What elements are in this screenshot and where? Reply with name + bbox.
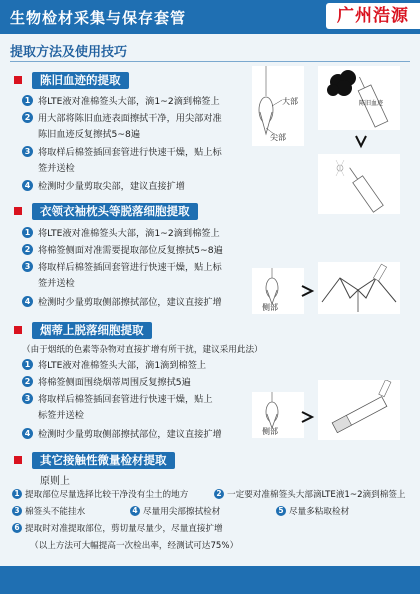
section-1-title: 陈旧血迹的提取 <box>32 72 129 89</box>
section-bullet-icon <box>14 326 22 334</box>
label-tip-part: 尖部 <box>270 133 286 142</box>
swab-parts-illustration <box>252 66 304 146</box>
swab-icon <box>252 392 304 438</box>
section-bullet-icon <box>14 456 22 464</box>
arrow-down-icon <box>354 134 368 150</box>
section-3-note: （由于烟纸的色素等杂物对直接扩增有所干扰，建议采用此法） <box>22 345 263 355</box>
section-2-step-1: 1 将LTE液对准棉签头大部，滴1~2滴到棉签上 <box>22 226 220 241</box>
swab-icon <box>252 268 304 314</box>
label-side-part-2: 侧部 <box>262 427 278 436</box>
section-bullet-icon <box>14 207 22 215</box>
section-1-step-3: 3 将取样后棉签插回套管进行快速干燥，贴上标 <box>22 145 222 160</box>
swab-side-illustration-2 <box>252 392 304 438</box>
subtitle-divider <box>10 61 410 62</box>
arrow-right-icon <box>300 409 316 423</box>
swab-tube-icon <box>318 154 400 214</box>
blood-stain-illustration <box>318 66 400 130</box>
principle-6: 6 提取时对准提取部位，剪切量尽量少，尽量直接扩增 <box>12 522 223 536</box>
section-3-step-1: 1 将LTE液对准棉签头大部，滴1滴到棉签上 <box>22 358 206 373</box>
section-3-title: 烟蒂上脱落细胞提取 <box>32 322 152 339</box>
section-2-step-3: 3 将取样后棉签插回套管进行快速干燥，贴上标 <box>22 260 222 275</box>
section-1-step-1: 1 将LTE液对准棉签头大部，滴1~2滴到棉签上 <box>22 94 220 109</box>
shirt-collar-icon <box>318 262 400 314</box>
page-title: 生物检材采集与保存套管 <box>10 9 187 27</box>
closing-note: （以上方法可大幅提高一次检出率，经测试可达75%） <box>30 541 239 551</box>
section-2-step-3-cont: 签并送检 <box>38 278 75 289</box>
section-1-step-2: 2 用大部将陈旧血迹表面擦拭干净，用尖部对准 <box>22 111 222 126</box>
principle-3: 3 棉签头不能挂水 <box>12 505 85 519</box>
cigarette-butt-icon <box>318 380 400 440</box>
section-2-step-2: 2 将棉签侧面对准需要提取部位反复擦拭5~8遍 <box>22 243 223 258</box>
collar-illustration <box>318 262 400 314</box>
label-blood-stain: 陈旧血迹 <box>359 100 384 107</box>
section-1-step-2-cont: 陈旧血迹反复擦拭5~8遍 <box>38 129 141 140</box>
arrow-right-icon <box>300 283 316 297</box>
section-1-step-4: 4 检测时少量剪取尖部，建议直接扩增 <box>22 179 185 194</box>
subtitle: 提取方法及使用技巧 <box>10 45 128 60</box>
section-3-step-2: 2 将棉签侧面围绕烟蒂周围反复擦拭5遍 <box>22 375 191 390</box>
cigarette-illustration <box>318 380 400 440</box>
principle-2: 2 一定要对准棉签头大部滴LTE液1~2滴到棉签上 <box>214 488 406 502</box>
section-1-step-3-cont: 签并送检 <box>38 163 75 174</box>
section-bullet-icon <box>14 76 22 84</box>
brand-logo-text: 广州浩源 <box>326 3 420 29</box>
footer-bar <box>0 566 420 594</box>
principle-4: 4 尽量用尖部擦拭检材 <box>130 505 220 519</box>
section-3-step-3: 3 将取样后棉签插回套管进行快速干燥，贴上 <box>22 392 213 407</box>
section-2-title: 衣领衣袖枕头等脱落细胞提取 <box>32 203 198 220</box>
label-big-part: 大部 <box>282 97 298 106</box>
principle-5: 5 尽量多粘取检材 <box>276 505 349 519</box>
swab-drying-illustration <box>318 154 400 214</box>
section-3-step-4: 4 检测时少量剪取侧部擦拭部位，建议直接扩增 <box>22 427 222 442</box>
section-2-step-4: 4 检测时少量剪取侧部擦拭部位，建议直接扩增 <box>22 295 222 310</box>
swab-side-illustration <box>252 268 304 314</box>
section-4-title: 其它接触性微量检材提取 <box>32 452 175 469</box>
principle-title: 原则上 <box>40 476 70 487</box>
label-side-part: 侧部 <box>262 303 278 312</box>
principle-1: 1 提取部位尽量选择比较干净没有尘土的地方 <box>12 488 188 502</box>
section-3-step-3-cont: 标签并送检 <box>38 410 84 421</box>
header-bar <box>0 0 420 34</box>
subtitle-bar <box>0 38 420 62</box>
